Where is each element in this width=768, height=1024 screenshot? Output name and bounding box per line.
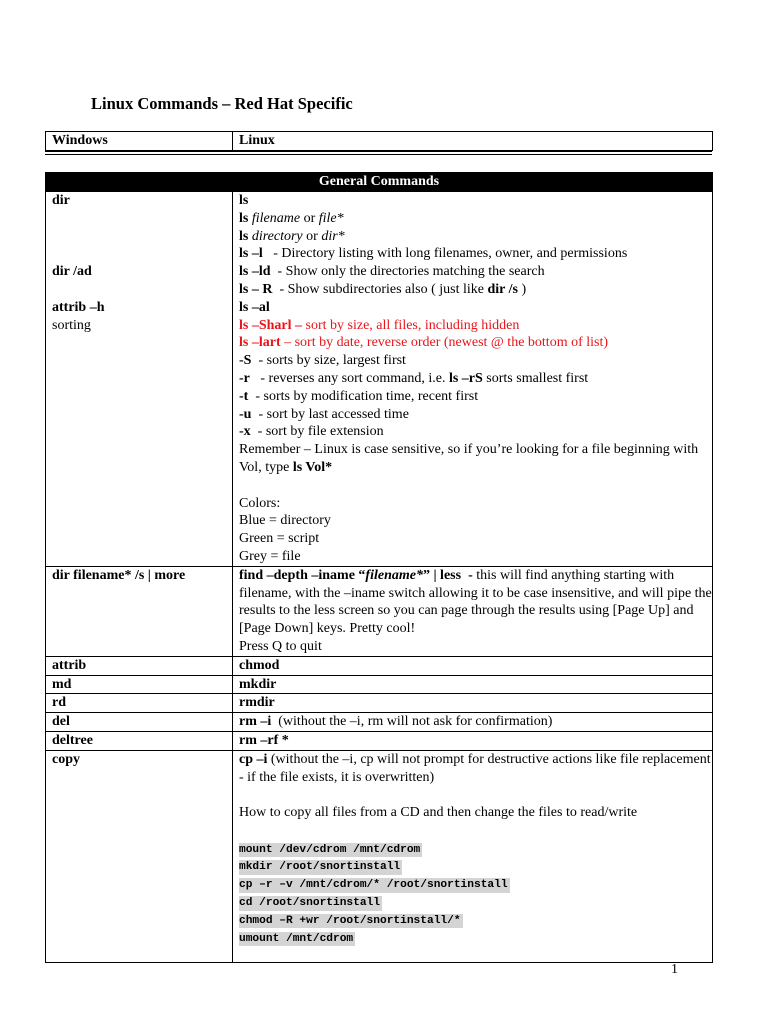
linux-line: ls filename or file* xyxy=(239,210,344,226)
linux-cell: mkdir xyxy=(233,675,713,694)
windows-column-header: Windows xyxy=(46,132,233,151)
windows-command: dir filename* /s | more xyxy=(52,567,186,583)
table-row xyxy=(46,713,713,732)
linux-cell xyxy=(233,566,713,656)
windows-cell xyxy=(46,566,233,656)
linux-cell: chmod xyxy=(233,656,713,675)
code-line: cp –r –v /mnt/cdrom/* /root/snortinstall xyxy=(239,879,508,892)
column-header-row xyxy=(46,132,713,151)
sort-option: -t - sorts by modification time, recent first xyxy=(239,388,479,404)
color-legend-item: Grey = file xyxy=(239,548,301,564)
color-legend-item: Blue = directory xyxy=(239,513,331,529)
sort-option: -x - sort by file extension xyxy=(239,424,384,440)
linux-cell xyxy=(233,192,713,567)
header-double-rule xyxy=(45,151,712,155)
windows-cell xyxy=(46,192,233,567)
page-number: 1 xyxy=(671,962,678,977)
sort-option: -u - sort by last accessed time xyxy=(239,406,409,422)
linux-command: ls xyxy=(239,193,249,208)
press-q-note: Press Q to quit xyxy=(239,638,322,654)
code-block xyxy=(239,840,712,947)
copy-howto: How to copy all files from a CD and then change the files to read/write xyxy=(239,805,638,821)
table-row xyxy=(46,566,713,656)
windows-command: dir xyxy=(52,193,70,208)
code-line: umount /mnt/cdrom xyxy=(239,932,354,945)
table-row xyxy=(46,731,713,750)
linux-column-header: Linux xyxy=(233,132,713,151)
linux-line-highlight: ls –lart – sort by date, reverse order (newest @ the bottom of list) xyxy=(239,335,609,351)
find-description: find –depth –iname “filename*” | less - this will find anything starting with filename, with the –iname switch allowing it to be case insensitive, and will pipe the results to the less screen so you can page through the results using [Page Up] and [Page Down] keys. Pretty cool! xyxy=(239,567,712,637)
windows-command: copy xyxy=(52,751,80,767)
windows-cell: md xyxy=(46,675,233,694)
linux-command: ls –al xyxy=(239,299,270,315)
sort-option: -S - sorts by size, largest first xyxy=(239,353,406,369)
linux-line: ls – R - Show subdirectories also ( just like dir /s ) xyxy=(239,281,527,297)
windows-cell: del xyxy=(46,713,233,732)
linux-cell: rm –i (without the –i, rm will not ask for confirmation) xyxy=(233,713,713,732)
windows-cell: deltree xyxy=(46,731,233,750)
table-row xyxy=(46,694,713,713)
table-row xyxy=(46,192,713,567)
linux-line: ls –l - Directory listing with long filenames, owner, and permissions xyxy=(239,246,628,262)
code-line: cd /root/snortinstall xyxy=(239,897,380,910)
windows-cell: attrib xyxy=(46,656,233,675)
commands-table xyxy=(45,172,713,963)
windows-cell: rd xyxy=(46,694,233,713)
windows-cell xyxy=(46,750,233,963)
table-row xyxy=(46,675,713,694)
page-title: Linux Commands – Red Hat Specific xyxy=(91,94,353,113)
table-row xyxy=(46,750,713,963)
table-row xyxy=(46,656,713,675)
remember-note: Remember – Linux is case sensitive, so if you’re looking for a file beginning with Vol, type ls Vol* xyxy=(239,442,699,475)
linux-cell xyxy=(233,750,713,963)
copy-description: cp –i (without the –i, cp will not prompt for destructive actions like file replacement - if the file exists, it is overwritten) xyxy=(239,751,711,785)
linux-line-highlight: ls –Sharl – sort by size, all files, including hidden xyxy=(239,317,520,333)
windows-command: dir /ad xyxy=(52,264,92,280)
column-header-table xyxy=(45,131,713,151)
linux-line: ls –ld - Show only the directories matching the search xyxy=(239,264,545,280)
color-legend-item: Green = script xyxy=(239,531,320,547)
colors-heading: Colors: xyxy=(239,495,281,511)
linux-line: ls directory or dir* xyxy=(239,228,345,244)
windows-note: sorting xyxy=(52,317,91,333)
linux-cell: rmdir xyxy=(233,694,713,713)
code-line: chmod –R +wr /root/snortinstall/* xyxy=(239,914,461,927)
windows-command: attrib –h xyxy=(52,299,105,315)
linux-cell: rm –rf * xyxy=(233,731,713,750)
sort-option: -r - reverses any sort command, i.e. ls –rS sorts smallest first xyxy=(239,370,589,386)
code-line: mkdir /root/snortinstall xyxy=(239,861,401,874)
section-header-row xyxy=(46,173,713,192)
code-line: mount /dev/cdrom /mnt/cdrom xyxy=(239,843,421,856)
section-title: General Commands xyxy=(46,173,713,192)
